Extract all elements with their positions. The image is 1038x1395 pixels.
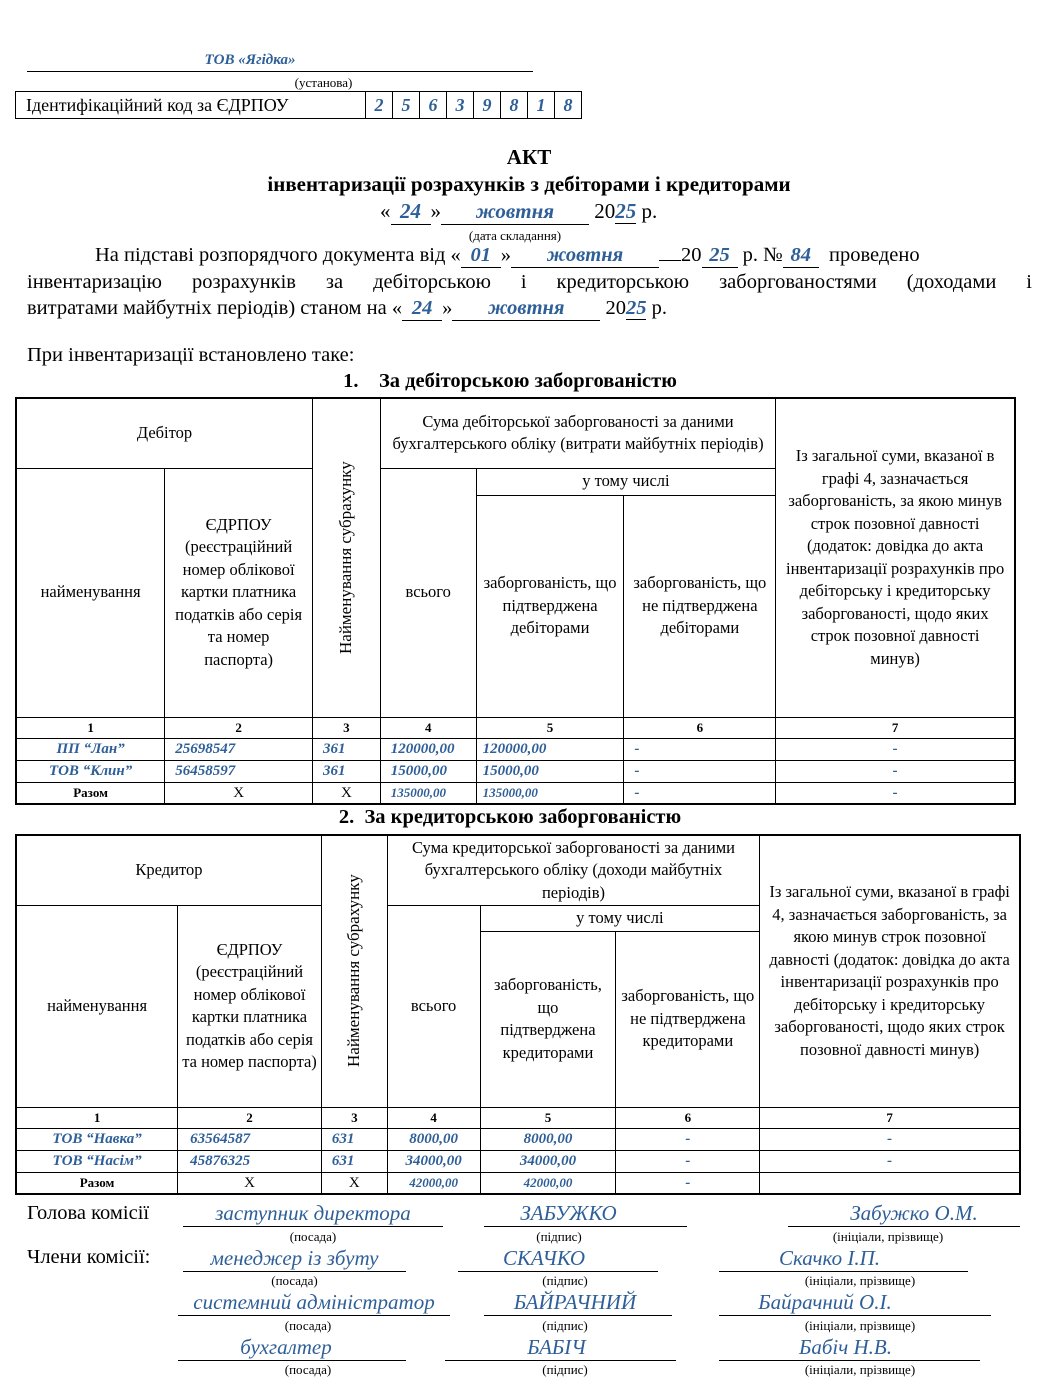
creditor-code: 63564587 [178, 1128, 322, 1150]
subaccount-header: Найменування субрахунку [313, 398, 381, 717]
col-number: 3 [321, 1107, 387, 1128]
debtor-total: 120000,00 [380, 738, 476, 760]
doc-title: АКТ [506, 145, 552, 169]
col-number: 1 [16, 1107, 178, 1128]
table-row [16, 1128, 1020, 1150]
name-caption: (ініціали, прізвище) [832, 1229, 944, 1244]
incl-header: у тому числі [480, 905, 760, 931]
name-header: найменування [16, 905, 178, 1107]
position-caption: (посада) [271, 1273, 318, 1288]
name-caption: (ініціали, прізвище) [804, 1362, 916, 1377]
total-subaccount: Х [313, 782, 381, 804]
creditor-name: ТОВ “Насім” [16, 1150, 178, 1172]
signature-caption: (підпис) [542, 1362, 588, 1377]
members-label: Члени комісії: [27, 1246, 151, 1268]
col-number: 1 [16, 717, 165, 738]
total-subaccount: Х [321, 1172, 387, 1194]
debtor-code: 25698547 [165, 738, 313, 760]
total-row [16, 1172, 1020, 1194]
total-sum: 135000,00 [380, 782, 476, 804]
sum-header: Сума дебіторської заборгованості за даними бухгалтерського обліку (витрати майбутніх періодів) [380, 398, 775, 468]
org-caption: (установа) [294, 75, 353, 90]
debtor-subaccount: 361 [313, 760, 381, 782]
subaccount-header: Найменування субрахунку [321, 835, 387, 1107]
state-month: жовтня [488, 297, 565, 319]
col-number: 5 [476, 717, 624, 738]
order-year: 25 [709, 244, 730, 266]
debtor-confirmed: 15000,00 [476, 760, 624, 782]
code-header: ЄДРПОУ (реєстраційний номер облікової картки платника податків або серія та номер паспорта) [165, 468, 313, 717]
creditor-total: 8000,00 [387, 1128, 480, 1150]
overdue-header: Із загальної суми, вказаної в графі 4, зазначається заборгованість, за якою минув строк позовної давності (додаток: довідка до акта інвентаризації розрахунків про дебіторську і кредиторську заборгованості, щодо яких строк позовної давності минув) [760, 835, 1020, 1107]
section2-heading: 2. За кредиторською заборгованістю [338, 806, 682, 828]
position-caption: (посада) [284, 1362, 332, 1377]
col-number: 7 [776, 717, 1015, 738]
doc-date-month: жовтня [475, 199, 555, 223]
doc-date-caption: (дата складання) [468, 228, 562, 243]
total-confirmed: 42000,00 [480, 1172, 616, 1194]
doc-date-year: 25 [615, 199, 637, 223]
edrpou-digits [366, 92, 581, 118]
order-day: 01 [470, 244, 492, 266]
total-label: Разом [16, 782, 165, 804]
signature-field: БАЙРАЧНИЙ [484, 1290, 672, 1316]
table-row [16, 760, 1015, 782]
sum-header: Сума кредиторської заборгованості за даними бухгалтерського обліку (доходи майбутніх періодів) [387, 835, 760, 905]
edrpou-digit: 9 [474, 92, 501, 118]
code-header: ЄДРПОУ (реєстраційний номер облікової картки платника податків або серія та номер паспорта) [178, 905, 322, 1107]
total-header: всього [380, 468, 476, 717]
head-label: Голова комісії [27, 1202, 150, 1224]
debtor-total: 15000,00 [380, 760, 476, 782]
col-number: 2 [165, 717, 313, 738]
org-name: ТОВ «Ягідка» [204, 52, 296, 68]
edrpou-digit: 5 [393, 92, 420, 118]
col-number: 2 [178, 1107, 322, 1128]
edrpou-digit: 2 [366, 92, 393, 118]
debtor-overdue: - [776, 760, 1015, 782]
order-number: 84 [790, 244, 811, 266]
signature-caption: (підпис) [542, 1273, 588, 1288]
debtor-name: ТОВ “Клин” [16, 760, 165, 782]
section1-heading: 1. За дебіторською заборгованістю [343, 370, 677, 392]
position-field: менеджер із збуту [183, 1246, 406, 1272]
total-confirmed: 135000,00 [476, 782, 624, 804]
total-unconfirmed: - [616, 1172, 760, 1194]
col-number: 6 [624, 717, 776, 738]
debtor-code: 56458597 [165, 760, 313, 782]
name-field: Скачко І.П. [719, 1246, 968, 1272]
col-number: 4 [387, 1107, 480, 1128]
signature-field: ЗАБУЖКО [484, 1201, 687, 1227]
doc-subtitle: інвентаризації розрахунків з дебіторами і кредиторами [267, 172, 791, 196]
established-text: При інвентаризації встановлено таке: [27, 344, 355, 366]
creditor-confirmed: 8000,00 [480, 1128, 616, 1150]
creditor-subaccount: 631 [321, 1150, 387, 1172]
order-month: жовтня [546, 244, 624, 266]
col-number: 6 [616, 1107, 760, 1128]
name-field: Бабіч Н.В. [719, 1335, 980, 1361]
intro-line1: На підставі розпорядчого документа від « 01 » жовтня 20 25 р. № 84 проведено [95, 244, 920, 266]
total-sum: 42000,00 [387, 1172, 480, 1194]
creditor-overdue: - [760, 1128, 1020, 1150]
edrpou-digit: 6 [420, 92, 447, 118]
total-header: всього [387, 905, 480, 1107]
edrpou-digit: 1 [528, 92, 555, 118]
creditor-confirmed: 34000,00 [480, 1150, 616, 1172]
name-caption: (ініціали, прізвище) [804, 1273, 916, 1288]
col-number: 3 [313, 717, 381, 738]
total-code: Х [165, 782, 313, 804]
debtors-table [15, 397, 1016, 805]
col-number: 5 [480, 1107, 616, 1128]
table-row [16, 1150, 1020, 1172]
debtor-confirmed: 120000,00 [476, 738, 624, 760]
debtor-header: Дебітор [16, 398, 313, 468]
edrpou-label: Ідентифікаційний код за ЄДРПОУ [16, 92, 366, 118]
creditor-unconfirmed: - [616, 1128, 760, 1150]
table-row [16, 738, 1015, 760]
overdue-header: Із загальної суми, вказаної в графі 4, зазначається заборгованість, за якою минув строк позовної давності (додаток: довідка до акта інвентаризації розрахунків про дебіторську і кредиторську заборгованості, щодо яких строк позовної давності минув) [776, 398, 1015, 717]
total-code: Х [178, 1172, 322, 1194]
creditor-overdue: - [760, 1150, 1020, 1172]
creditors-table [15, 834, 1021, 1195]
unconfirmed-header: заборгованість, що не підтверджена кредиторами [616, 931, 760, 1107]
signature-caption: (підпис) [536, 1229, 582, 1244]
doc-date-day: 24 [400, 199, 421, 223]
col-number: 4 [380, 717, 476, 738]
edrpou-digit: 8 [501, 92, 528, 118]
name-caption: (ініціали, прізвище) [804, 1318, 916, 1333]
state-year: 25 [625, 297, 647, 319]
position-caption: (посада) [289, 1229, 337, 1244]
name-field: Забужко О.М. [788, 1201, 1020, 1227]
total-unconfirmed: - [624, 782, 776, 804]
debtor-unconfirmed: - [624, 738, 776, 760]
creditor-subaccount: 631 [321, 1128, 387, 1150]
creditor-header: Кредитор [16, 835, 321, 905]
position-field: бухгалтер [178, 1335, 406, 1361]
confirmed-header: заборгованість, що підтверджена кредиторами [480, 931, 616, 1107]
signature-field: СКАЧКО [458, 1246, 658, 1272]
col-number: 7 [760, 1107, 1020, 1128]
doc-date: « 24 » жовтня 2025 р. [380, 199, 658, 223]
position-field: заступник директора [183, 1201, 443, 1227]
creditor-code: 45876325 [178, 1150, 322, 1172]
unconfirmed-header: заборгованість, що не підтверджена дебіторами [624, 495, 776, 717]
creditor-unconfirmed: - [616, 1150, 760, 1172]
position-caption: (посада) [284, 1318, 332, 1333]
edrpou-digit: 3 [447, 92, 474, 118]
debtor-subaccount: 361 [313, 738, 381, 760]
debtor-name: ПП “Лан” [16, 738, 165, 760]
total-label: Разом [16, 1172, 178, 1194]
intro-line3: витратами майбутніх періодів) станом на « 24 » жовтня 2025 р. [27, 297, 667, 319]
total-row [16, 782, 1015, 804]
edrpou-digit: 8 [563, 95, 573, 115]
confirmed-header: заборгованість, що підтверджена дебіторами [476, 495, 624, 717]
debtor-unconfirmed: - [624, 760, 776, 782]
org-name-line [27, 52, 533, 72]
signature-caption: (підпис) [542, 1318, 588, 1333]
signature-field: БАБІЧ [445, 1335, 676, 1361]
name-field: Байрачний О.І. [719, 1290, 991, 1316]
creditor-total: 34000,00 [387, 1150, 480, 1172]
edrpou-box [15, 91, 582, 119]
total-overdue [760, 1172, 1020, 1194]
debtor-overdue: - [776, 738, 1015, 760]
creditor-name: ТОВ “Навка” [16, 1128, 178, 1150]
state-day: 24 [411, 297, 433, 319]
incl-header: у тому числі [476, 468, 776, 495]
total-overdue: - [776, 782, 1015, 804]
intro-line2: інвентаризацію розрахунків за дебіторською і кредиторською заборгованостями (доходами і [27, 271, 1032, 293]
name-header: найменування [16, 468, 165, 717]
position-field: системний адміністратор [178, 1290, 450, 1316]
